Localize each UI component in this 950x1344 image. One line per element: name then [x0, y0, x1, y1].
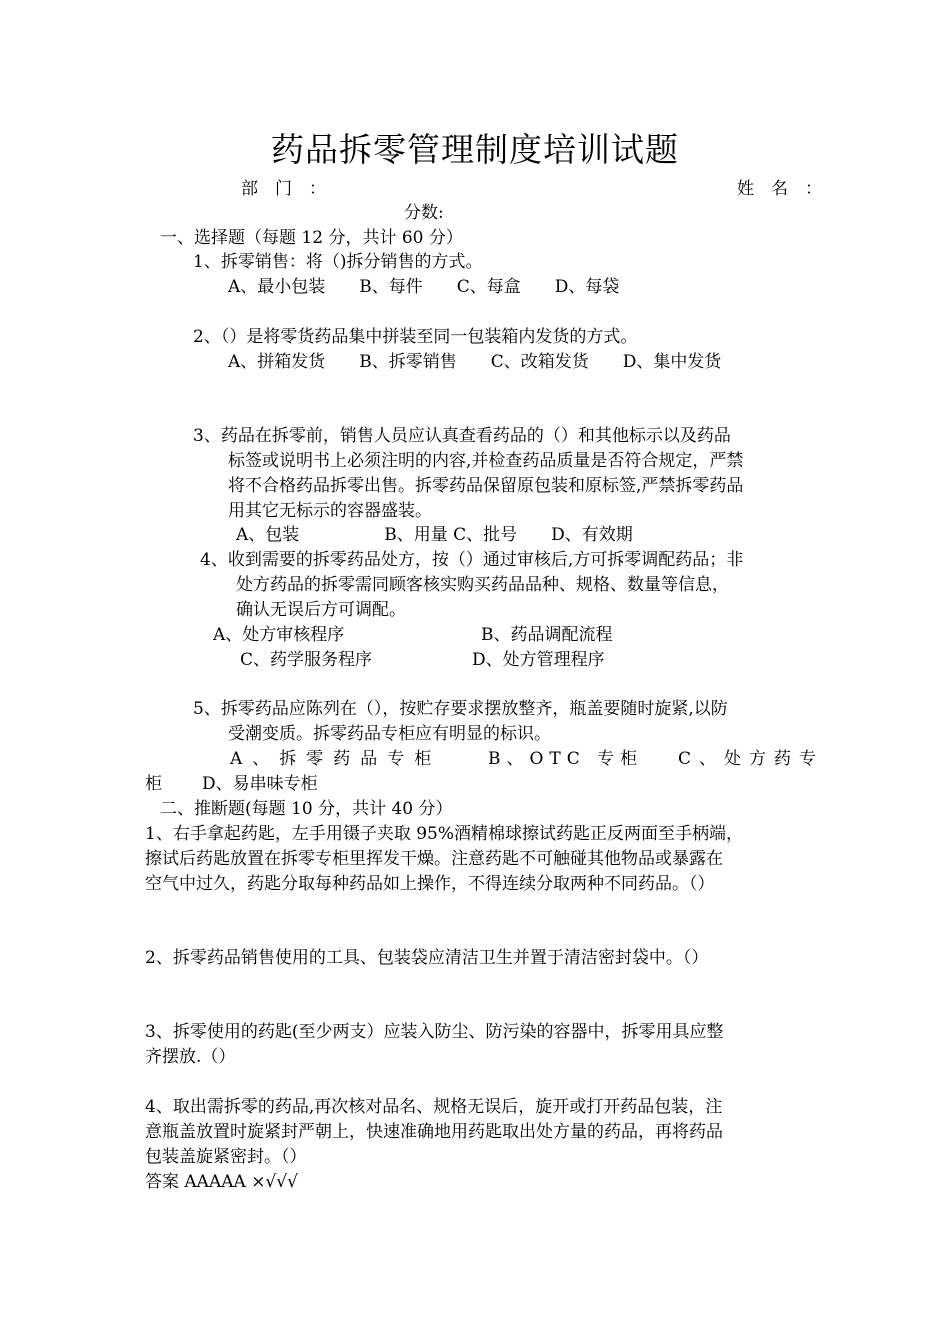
q3-options: A、包装 B、用量 C、批号 D、有效期	[236, 525, 633, 545]
tf3-line: 3、拆零使用的药匙(至少两支）应装入防尘、防污染的容器中，拆零用具应整	[145, 1022, 724, 1042]
q2-options: A、拼箱发货 B、拆零销售 C、改箱发货 D、集中发货	[228, 352, 722, 372]
section1-heading: 一、选择题（每题 12 分，共计 60 分）	[160, 228, 463, 248]
tf4-line: 包装盖旋紧密封。（）	[145, 1147, 307, 1167]
q5-option-a: A、拆零药品专柜	[230, 749, 442, 769]
department-label: 部 门 ：	[241, 179, 326, 199]
tf4-line: 4、取出需拆零的药品,再次核对品名、规格无误后，旋开或打开药品包装，注	[145, 1097, 723, 1117]
name-label: 姓 名 ：	[737, 179, 822, 199]
q2-stem: 2、（）是将零货药品集中拼装至同一包装箱内发货的方式。	[193, 327, 638, 347]
tf1-line: 擦试后药匙放置在拆零专柜里挥发干燥。注意药匙不可触碰其他物品或暴露在	[145, 849, 723, 869]
q5-option-c: C、处方药专	[678, 749, 825, 769]
q4-option-a: A、处方审核程序	[213, 625, 345, 645]
q1-options: A、最小包装 B、每件 C、每盒 D、每袋	[228, 277, 620, 297]
tf2-line: 2、拆零药品销售使用的工具、包装袋应清洁卫生并置于清洁密封袋中。（）	[145, 948, 709, 968]
q4-option-c: C、药学服务程序	[240, 650, 373, 670]
q4-option-d: D、处方管理程序	[472, 650, 605, 670]
answer-key: 答案 AAAAA ×√√√	[145, 1172, 298, 1192]
q5-option-b: B、OTC 专柜	[488, 749, 644, 769]
q3-line: 用其它无标示的容器盛装。	[228, 501, 432, 521]
q4-line: 4、收到需要的拆零药品处方，按（）通过审核后,方可拆零调配药品；非	[200, 550, 744, 570]
section2-heading: 二、推断题(每题 10 分，共计 40 分）	[160, 799, 453, 819]
q3-line: 将不合格药品拆零出售。拆零药品保留原包装和原标签,严禁拆零药品	[228, 476, 744, 496]
q5-line: 受潮变质。拆零药品专柜应有明显的标识。	[228, 724, 551, 744]
q5-option-c-cont: 柜	[145, 774, 162, 794]
q4-option-b: B、药品调配流程	[481, 625, 613, 645]
q5-line: 5、拆零药品应陈列在（），按贮存要求摆放整齐，瓶盖要随时旋紧,以防	[193, 699, 728, 719]
q5-option-d: D、易串味专柜	[202, 774, 318, 794]
tf4-line: 意瓶盖放置时旋紧封严朝上，快速准确地用药匙取出处方量的药品，再将药品	[145, 1122, 723, 1142]
q1-stem: 1、拆零销售：将（)拆分销售的方式。	[193, 252, 483, 272]
tf3-line: 齐摆放.（）	[145, 1047, 236, 1067]
q4-line: 确认无误后方可调配。	[236, 600, 406, 620]
tf1-line: 1、右手拿起药匙，左手用镊子夹取 95%酒精棉球擦试药匙正反两面至手柄端，	[145, 824, 744, 844]
q3-line: 标签或说明书上必须注明的内容,并检查药品质量是否符合规定，严禁	[228, 451, 744, 471]
q4-line: 处方药品的拆零需同顾客核实购买药品品种、规格、数量等信息，	[236, 575, 729, 595]
page-title: 药品拆零管理制度培训试题	[271, 130, 679, 169]
score-label: 分数:	[404, 203, 444, 223]
tf1-line: 空气中过久，药匙分取每种药品如上操作，不得连续分取两种不同药品。（）	[145, 874, 715, 894]
q3-line: 3、药品在拆零前，销售人员应认真查看药品的（）和其他标示以及药品	[193, 426, 731, 446]
